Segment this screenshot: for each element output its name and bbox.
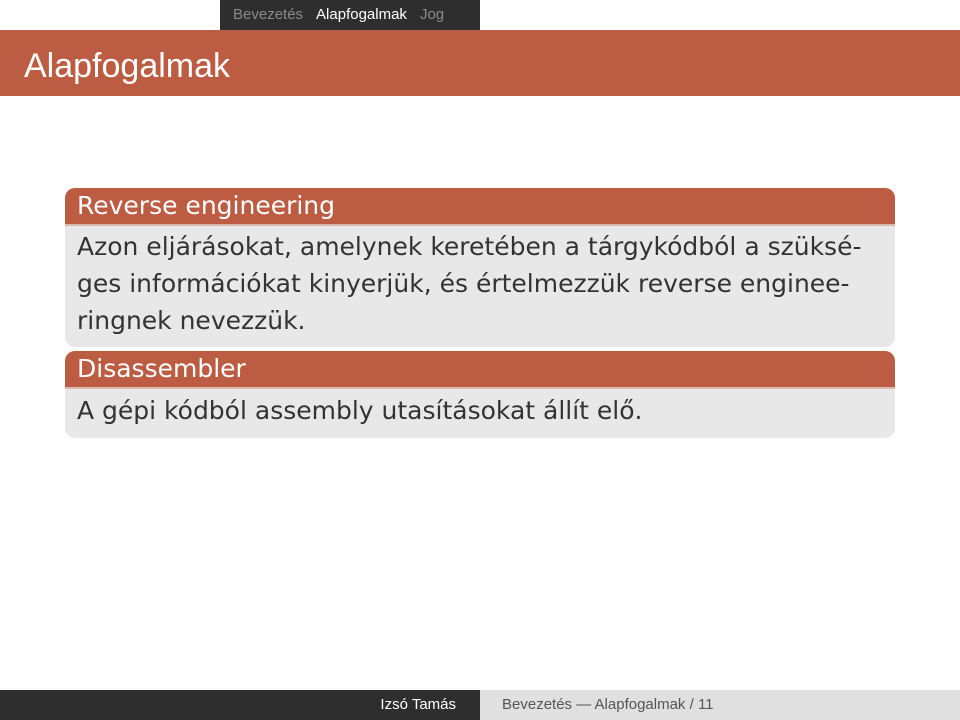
section-tabs (233, 5, 444, 25)
block-text-line: Azon eljárásokat, amelynek keretében a tárgykódból a szüksé- (77, 232, 862, 261)
block-text-line: ges információkat kinyerjük, és értelmezzük reverse enginee- (77, 269, 850, 298)
nav-section-alapfogalmak[interactable]: Alapfogalmak (316, 6, 407, 23)
block-text-line: A gépi kódból assembly utasításokat állít elő. (77, 396, 643, 425)
block-title: Reverse engineering (65, 188, 895, 224)
definition-block-disassembler (65, 351, 895, 438)
footer-author: Izsó Tamás (380, 696, 456, 713)
block-text-line: ringnek nevezzük. (77, 306, 306, 335)
frame-title: Alapfogalmak (24, 47, 231, 85)
section-navigation-bar (0, 0, 960, 30)
block-body (65, 387, 895, 438)
block-body (65, 224, 895, 347)
nav-section-bevezetes[interactable]: Bevezetés (233, 6, 304, 23)
footer-author-panel (0, 690, 480, 720)
nav-section-jog[interactable]: Jog (419, 6, 445, 23)
footer-info-panel (480, 690, 960, 720)
frame-title-bar (0, 30, 960, 96)
block-title: Disassembler (65, 351, 895, 387)
footer-bar (0, 690, 960, 720)
footer-info: Bevezetés — Alapfogalmak / 11 (502, 696, 714, 713)
definition-block-reverse-engineering (65, 188, 895, 347)
